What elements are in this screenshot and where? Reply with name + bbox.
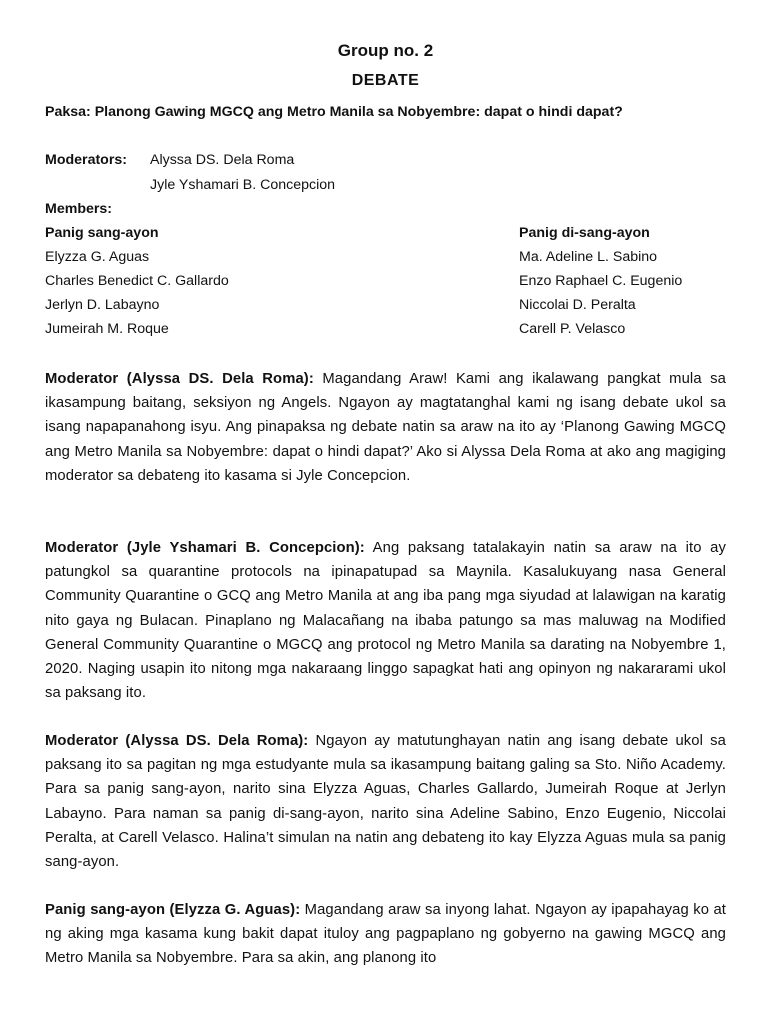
speaker-label: Moderator (Alyssa DS. Dela Roma) [45,733,304,749]
speech-text: Magandang Araw! Kami ang ikalawang pangkat mula sa ikasampung baitang, seksiyon ng Angels. Ngayon ay magtatanghal kami ng isang debate ukol sa isang napapanahong isyu. Ang pinapaksa ng debate natin sa araw na ito ay ‘Planong Gawing MGCQ ang Metro Manila sa Nobyembre: dapat o hindi dapat?’ Ako si Alyssa Dela Roma at ako ang magiging moderator sa debateng ito kasama si Jyle Concepcion. [45,371,726,484]
pro-member: Jerlyn D. Labayno [45,297,160,313]
speaker-label: Panig sang-ayon (Elyzza G. Aguas) [45,902,296,918]
speech-text: Magandang araw sa inyong lahat. Ngayon ay ipapahayag ko at ng aking mga kasama kung bakit dapat ituloy ang pagpaplano ng gobyerno na gawing MGCQ ang Metro Manila sa Nobyembre. Para sa akin, ang planong ito [45,902,727,967]
transcript-paragraph: Moderator (Alyssa DS. Dela Roma): Magandang Araw! Kami ang ikalawang pangkat mula sa ikasampung baitang, seksiyon ng Angels. Ngayon ay magtatanghal kami ng isang debate ukol sa isang napapanahong isyu. Ang pinapaksa ng debate natin sa araw na ito ay ‘Planong Gawing MGCQ ang Metro Manila sa Nobyembre: dapat o hindi dapat?’ Ako si Alyssa Dela Roma at ako ang magiging moderator sa debateng ito kasama si Jyle Concepcion. [45,371,726,484]
con-member: Enzo Raphael C. Eugenio [519,273,683,289]
con-member: Niccolai D. Peralta [519,297,636,313]
con-member: Ma. Adeline L. Sabino [519,249,658,265]
topic-text: Planong Gawing MGCQ ang Metro Manila sa Nobyembre: dapat o hindi dapat? [94,104,623,120]
pro-heading: Panig sang-ayon [45,225,159,241]
speaker-label: Moderator (Alyssa DS. Dela Roma) [45,371,309,387]
transcript-paragraph: Moderator (Jyle Yshamari B. Concepcion): Ang paksang tatalakayin natin sa araw na ito ay patungkol sa quarantine protocols na ipinapatupad sa Maynila. Kasalukuyang nasa General Community Quarantine o GCQ ang Metro Manila at ang iba pang mga siyudad at lalawigan na karatig nito gaya ng Bulacan. Pinaplano ng Malacañang na ibaba patungo sa mas maluwag na Modified General Community Quarantine o MGCQ ang protocol ng Metro Manila sa darating na Nobyembre 1, 2020. Naging usapin ito nitong mga nakaraang linggo sapagkat hati ang opinyon ng nakararami ukol sa paksang ito. [45,540,726,702]
con-heading: Panig di-sang-ayon [519,225,650,241]
topic-label: Paksa: [45,104,91,120]
pro-member: Jumeirah M. Roque [45,321,169,337]
moderator-name: Jyle Yshamari B. Concepcion [150,177,336,193]
speech-text: Ngayon ay matutunghayan natin ang isang debate ukol sa paksang ito sa pagitan ng mga estudyante mula sa ikasampung baitang galing sa Sto. Niño Academy. Para sa panig sang-ayon, narito sina Elyzza Aguas, Charles Gallardo, Jumeirah Roque at Jerlyn Labayno. Para naman sa panig di-sang-ayon, narito sina Adeline Sabino, Enzo Eugenio, Niccolai Peralta, at Carell Velasco. Halina’t simulan na natin ang debateng ito kay Elyzza Aguas mula sa panig sang-ayon. [45,733,726,871]
members-label: Members: [45,201,113,217]
speaker-label: Moderator (Jyle Yshamari B. Concepcion) [45,540,360,556]
transcript-paragraph: Moderator (Alyssa DS. Dela Roma): Ngayon ay matutunghayan natin ang isang debate ukol sa paksang ito sa pagitan ng mga estudyante mula sa ikasampung baitang galing sa Sto. Niño Academy. Para sa panig sang-ayon, narito sina Elyzza Aguas, Charles Gallardo, Jumeirah Roque at Jerlyn Labayno. Para naman sa panig di-sang-ayon, narito sina Adeline Sabino, Enzo Eugenio, Niccolai Peralta, at Carell Velasco. Halina’t simulan na natin ang debateng ito kay Elyzza Aguas mula sa panig sang-ayon. [45,733,726,871]
moderators-label: Moderators: [45,152,127,168]
pro-member: Charles Benedict C. Gallardo [45,273,229,289]
document-type: DEBATE [351,72,420,89]
group-title: Group no. 2 [337,41,434,60]
transcript-paragraph: Panig sang-ayon (Elyzza G. Aguas): Magandang araw sa inyong lahat. Ngayon ay ipapahayag ko at ng aking mga kasama kung bakit dapat ituloy ang pagpaplano ng gobyerno na gawing MGCQ ang Metro Manila sa Nobyembre. Para sa akin, ang planong ito [45,902,727,967]
topic-line [45,103,623,121]
pro-member: Elyzza G. Aguas [45,249,150,265]
moderator-name: Alyssa DS. Dela Roma [150,152,295,168]
speech-text: Ang paksang tatalakayin natin sa araw na ito ay patungkol sa quarantine protocols na ipinapatupad sa Maynila. Kasalukuyang nasa General Community Quarantine o GCQ ang Metro Manila at ang iba pang mga siyudad at lalawigan na karatig nito gaya ng Bulacan. Pinaplano ng Malacañang na ibaba patungo sa mas maluwag na Modified General Community Quarantine o MGCQ ang protocol ng Metro Manila sa darating na Nobyembre 1, 2020. Naging usapin ito nitong mga nakaraang linggo sapagkat hati ang opinyon ng nakararami ukol sa paksang ito. [45,540,726,702]
con-member: Carell P. Velasco [519,321,626,337]
